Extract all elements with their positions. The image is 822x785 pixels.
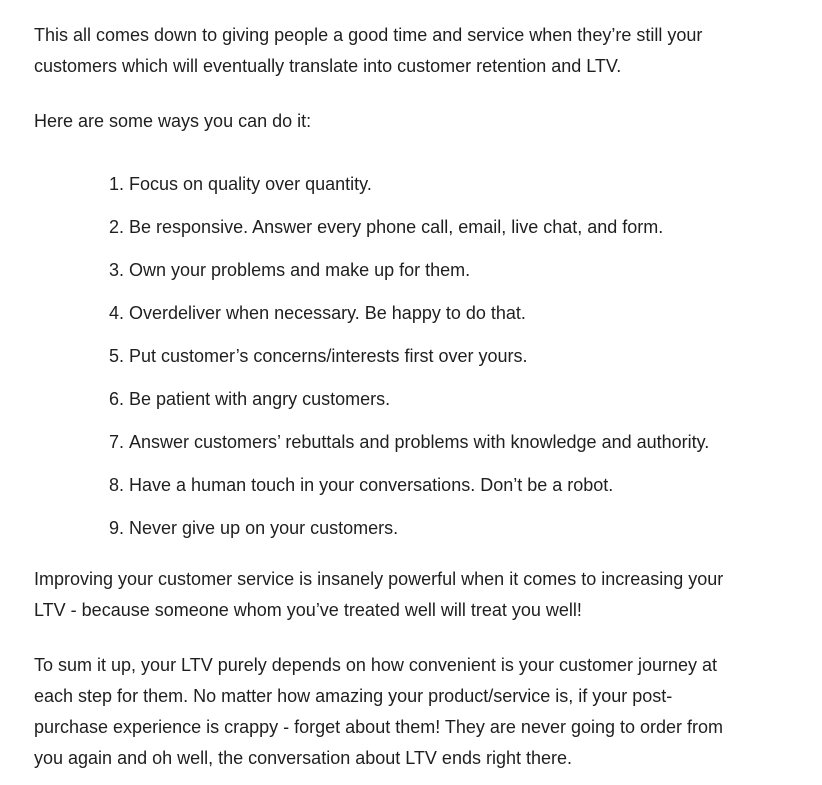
list-item-text: Answer customers’ rebuttals and problems with knowledge and authority. bbox=[129, 432, 710, 452]
lead-in-paragraph: Here are some ways you can do it: bbox=[34, 111, 312, 131]
list-item-text: Overdeliver when necessary. Be happy to do that. bbox=[129, 303, 526, 323]
list-item-text: Put customer’s concerns/interests first over yours. bbox=[129, 346, 528, 366]
list-item-text: Never give up on your customers. bbox=[129, 518, 399, 538]
list-item-number: 2. bbox=[108, 217, 124, 237]
list-item-number: 4. bbox=[108, 303, 124, 323]
list-item bbox=[104, 169, 754, 200]
list-item bbox=[104, 384, 754, 415]
list-item bbox=[104, 341, 754, 372]
intro-paragraph: This all comes down to giving people a good time and service when they’re still your customers which will eventually translate into customer retention and LTV. bbox=[34, 25, 703, 76]
list-item bbox=[104, 298, 754, 329]
list-item-number: 3. bbox=[108, 260, 124, 280]
list-item bbox=[104, 255, 754, 286]
list-item-text: Own your problems and make up for them. bbox=[129, 260, 471, 280]
list-item-number: 1. bbox=[108, 174, 124, 194]
tips-list bbox=[34, 169, 754, 544]
improving-paragraph: Improving your customer service is insanely powerful when it comes to increasing your LTV - because someone whom you’ve treated well will treat you well! bbox=[34, 569, 724, 620]
list-item-number: 5. bbox=[108, 346, 124, 366]
list-item-text: Have a human touch in your conversations. Don’t be a robot. bbox=[129, 475, 614, 495]
summary-paragraph: To sum it up, your LTV purely depends on how convenient is your customer journey at each step for them. No matter how amazing your product/service is, if your post-purchase experience is crappy - forget about them! They are never going to order from you again and oh well, the conversation about LTV ends right there. bbox=[34, 655, 724, 768]
list-item-text: Focus on quality over quantity. bbox=[129, 174, 372, 194]
list-item bbox=[104, 427, 754, 458]
list-item-number: 9. bbox=[108, 518, 124, 538]
list-item-text: Be patient with angry customers. bbox=[129, 389, 391, 409]
list-item-number: 6. bbox=[108, 389, 124, 409]
list-item-text: Be responsive. Answer every phone call, email, live chat, and form. bbox=[129, 217, 664, 237]
list-item bbox=[104, 212, 754, 243]
list-item-number: 7. bbox=[108, 432, 124, 452]
list-item bbox=[104, 513, 754, 544]
list-item bbox=[104, 470, 754, 501]
list-item-number: 8. bbox=[108, 475, 124, 495]
